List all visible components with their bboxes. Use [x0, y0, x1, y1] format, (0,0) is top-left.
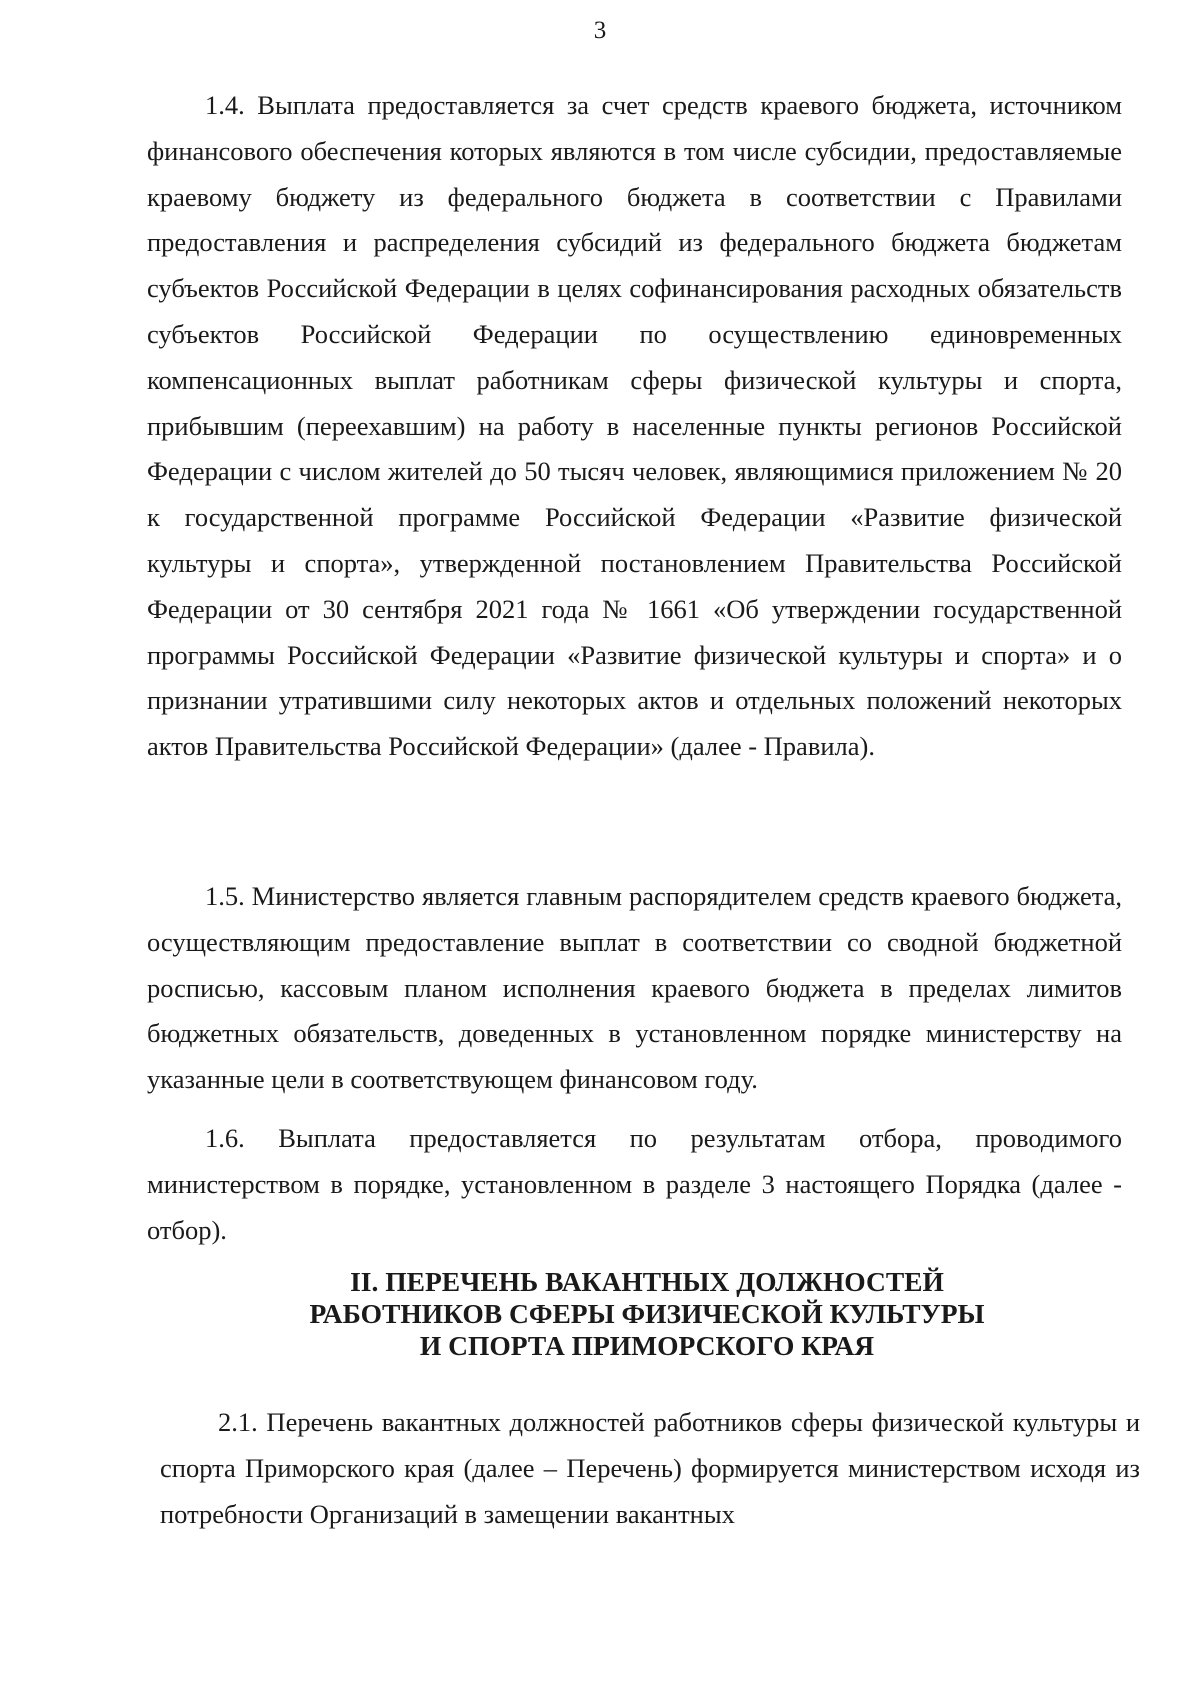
paragraph-block-1-5 [147, 874, 1122, 1103]
paragraph-block-1-6 [147, 1116, 1122, 1253]
paragraph-1-6: 1.6. Выплата предоставляется по результатам отбора, проводимого министерством в порядке, установленном в разделе 3 настоящего Порядка (далее - отбор). [147, 1123, 1122, 1245]
page-number: 3 [593, 17, 607, 44]
section-heading-line-2: РАБОТНИКОВ СФЕРЫ ФИЗИЧЕСКОЙ КУЛЬТУРЫ [309, 1298, 985, 1329]
section-heading-line-3: И СПОРТА ПРИМОРСКОГО КРАЯ [419, 1330, 875, 1361]
section-heading-line-1: II. ПЕРЕЧЕНЬ ВАКАНТНЫХ ДОЛЖНОСТЕЙ [350, 1266, 944, 1297]
section-heading [147, 1266, 1147, 1362]
paragraph-1-5: 1.5. Министерство является главным распорядителем средств краевого бюджета, осуществляющим предоставление выплат в соответствии со сводной бюджетной росписью, кассовым планом исполнения краевого бюджета в пределах лимитов бюджетных обязательств, доведенных в установленном порядке министерству на указанные цели в соответствующем финансовом году. [147, 881, 1122, 1095]
paragraph-2-1: 2.1. Перечень вакантных должностей работников сферы физической культуры и спорта Приморского края (далее – Перечень) формируется министерством исходя из потребности Организаций в замещении вакантных [160, 1407, 1140, 1529]
paragraph-block-1-4 [147, 83, 1122, 770]
paragraph-block-2-1 [160, 1400, 1140, 1537]
paragraph-1-4: 1.4. Выплата предоставляется за счет средств краевого бюджета, источником финансового обеспечения которых являются в том числе субсидии, предоставляемые краевому бюджету из федерального бюджета в соответствии с Правилами предоставления и распределения субсидий из федерального бюджета бюджетам субъектов Российской Федерации в целях софинансирования расходных обязательств субъектов Российской Федерации по осуществлению единовременных компенсационных выплат работникам сферы физической культуры и спорта, прибывшим (переехавшим) на работу в населенные пункты регионов Российской Федерации с числом жителей до 50 тысяч человек, являющимися приложением № 20 к государственной программе Российской Федерации «Развитие физической культуры и спорта», утвержденной постановлением Правительства Российской Федерации от 30 сентября 2021 года № 1661 «Об утверждении государственной программы Российской Федерации «Развитие физической культуры и спорта» и о признании утратившими силу некоторых актов и отдельных положений некоторых актов Правительства Российской Федерации» (далее - Правила). [147, 90, 1122, 762]
